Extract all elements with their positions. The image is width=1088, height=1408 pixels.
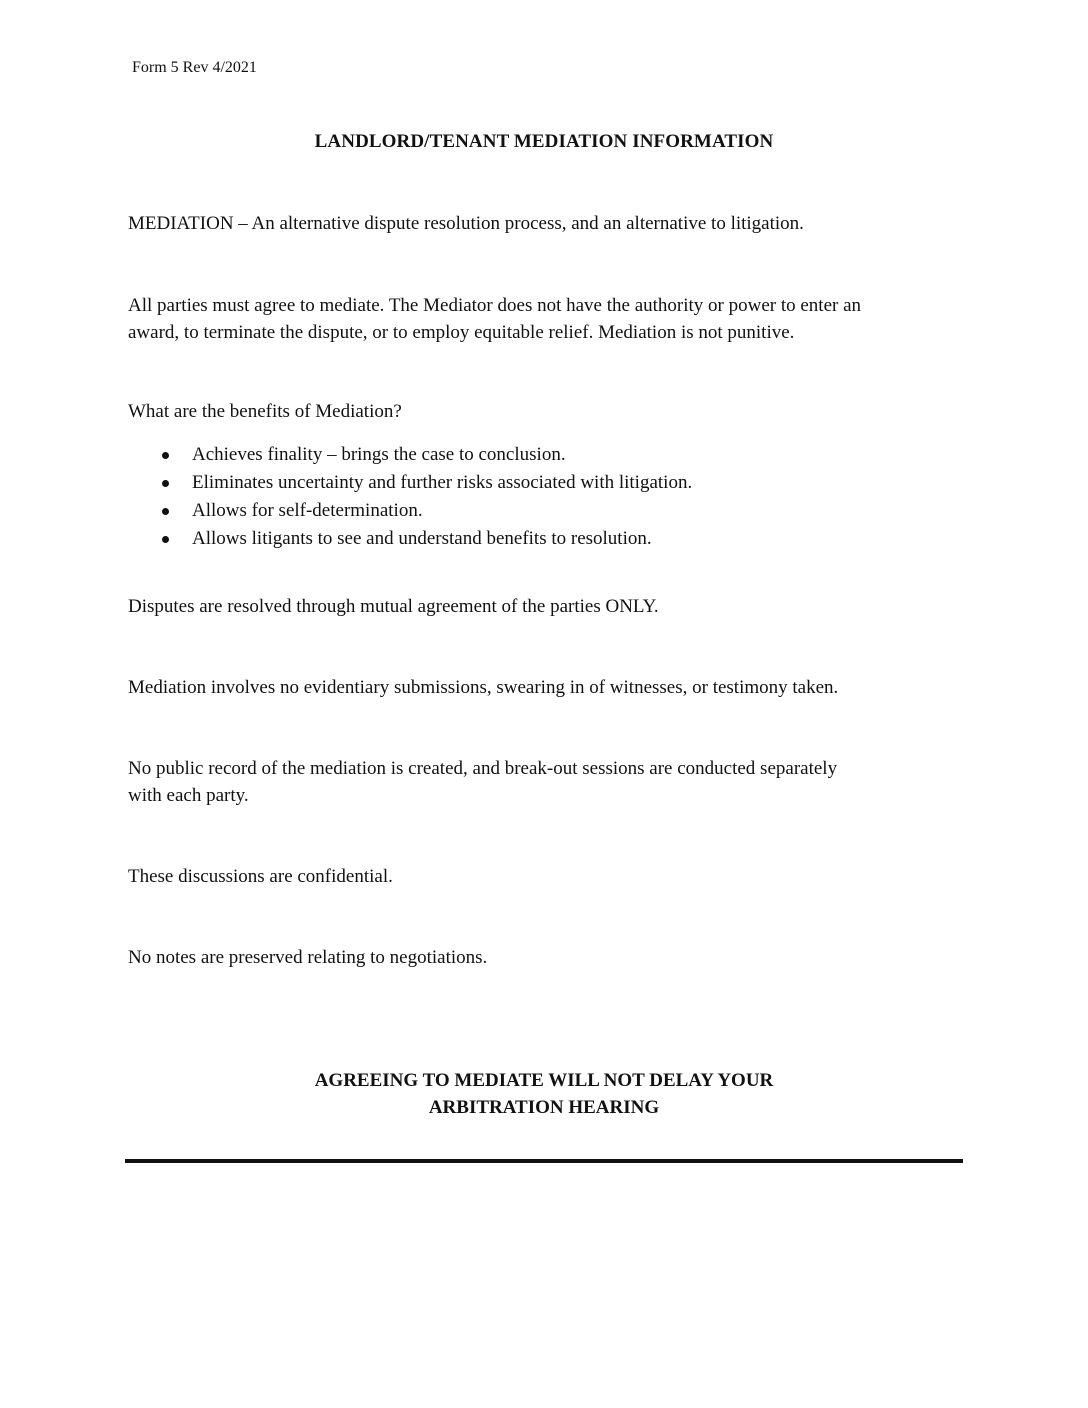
parties-agreement-paragraph: [128, 292, 968, 346]
form-id: Form 5 Rev 4/2021: [132, 59, 257, 76]
bullet-icon: [162, 536, 169, 543]
horizontal-rule: [125, 1159, 963, 1163]
public-record-line-2: with each party.: [128, 785, 249, 806]
benefit-text: Eliminates uncertainty and further risks associated with litigation.: [192, 472, 693, 493]
bullet-icon: [162, 480, 169, 487]
document-title: LANDLORD/TENANT MEDIATION INFORMATION: [314, 131, 774, 152]
evidentiary-paragraph: Mediation involves no evidentiary submissions, swearing in of witnesses, or testimony taken.: [128, 677, 839, 698]
benefits-list: [160, 441, 692, 553]
closing-statement: [0, 1067, 1088, 1121]
benefit-item: [160, 441, 692, 469]
public-record-paragraph: [128, 755, 968, 809]
public-record-line-1: No public record of the mediation is created, and break-out sessions are conducted separately: [128, 758, 838, 779]
benefit-item: [160, 525, 692, 553]
parties-line-2: award, to terminate the dispute, or to employ equitable relief. Mediation is not punitive.: [128, 322, 795, 343]
notes-paragraph: No notes are preserved relating to negotiations.: [128, 947, 488, 968]
closing-line-1: AGREEING TO MEDIATE WILL NOT DELAY YOUR: [314, 1070, 774, 1091]
mediation-definition: MEDIATION – An alternative dispute resolution process, and an alternative to litigation.: [128, 213, 804, 234]
benefit-text: Achieves finality – brings the case to conclusion.: [192, 444, 566, 465]
closing-line-2: ARBITRATION HEARING: [428, 1097, 660, 1118]
benefit-text: Allows litigants to see and understand benefits to resolution.: [192, 528, 652, 549]
confidential-paragraph: These discussions are confidential.: [128, 866, 393, 887]
bullet-icon: [162, 452, 169, 459]
benefits-question: What are the benefits of Mediation?: [128, 401, 402, 422]
parties-line-1: All parties must agree to mediate. The Mediator does not have the authority or power to enter an: [128, 295, 862, 316]
benefit-item: [160, 469, 692, 497]
disputes-paragraph: Disputes are resolved through mutual agreement of the parties ONLY.: [128, 596, 659, 617]
benefit-text: Allows for self-determination.: [192, 500, 423, 521]
benefit-item: [160, 497, 692, 525]
bullet-icon: [162, 508, 169, 515]
